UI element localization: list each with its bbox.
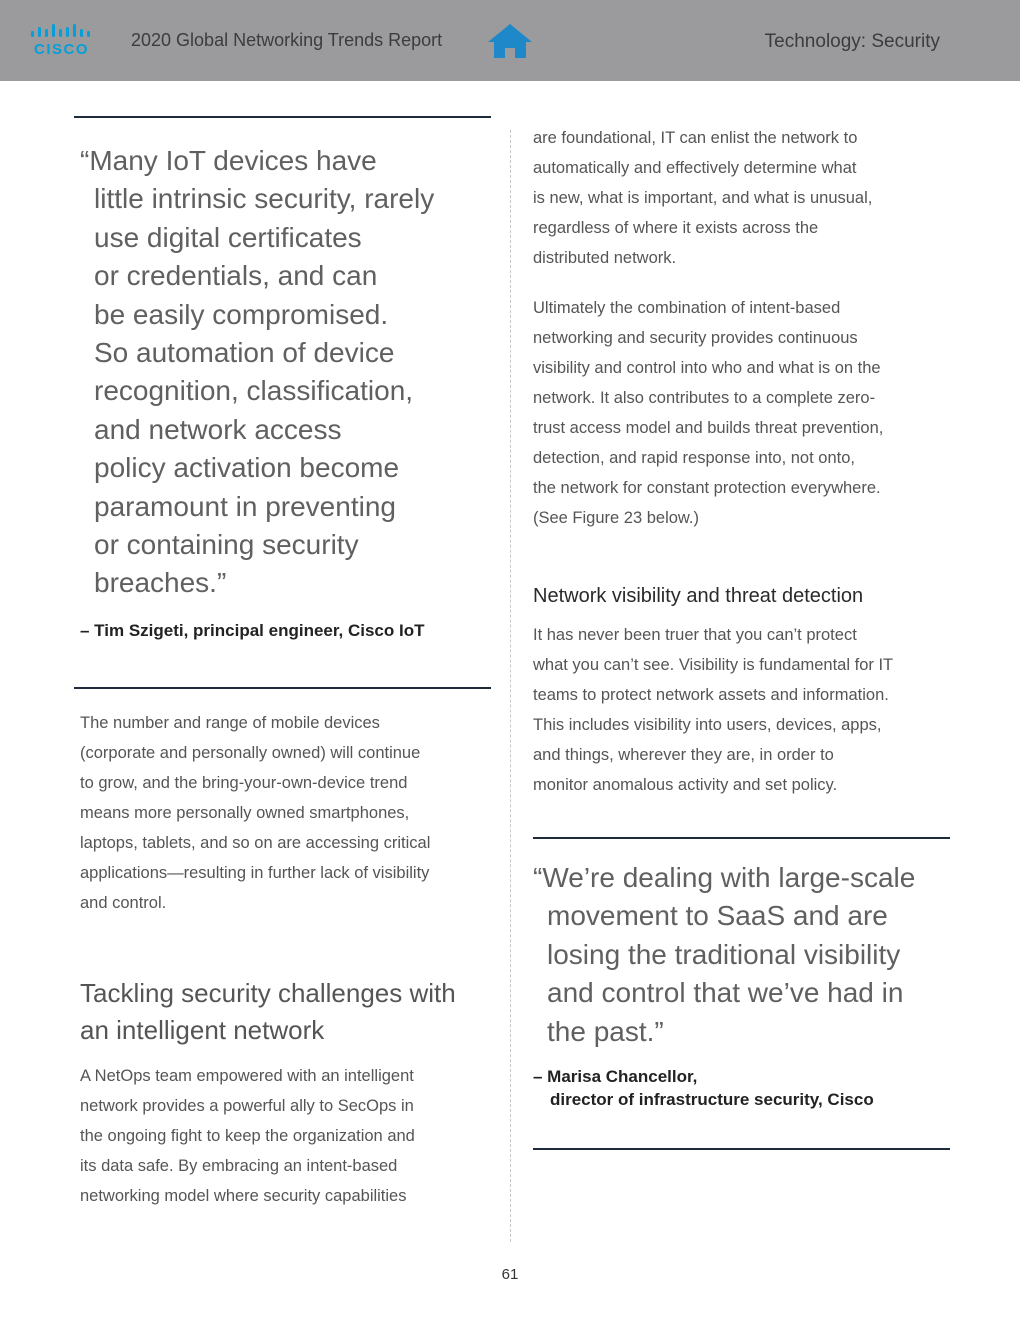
subheading: Network visibility and threat detection [533,585,864,607]
quote-attribution [533,1065,874,1111]
text-line: This includes visibility into users, devices, apps, [533,716,882,734]
section-label: Technology: Security [764,31,940,52]
text-line: networking and security provides continuous [533,329,858,347]
heading-line: Tackling security challenges with [80,978,456,1008]
page-header [0,0,1020,81]
quote-attribution: – Tim Szigeti, principal engineer, Cisco IoT [80,621,425,640]
text-line: The number and range of mobile devices [80,714,380,732]
quote-line: paramount in preventing [94,490,396,522]
text-line: distributed network. [533,249,677,267]
pull-quote [533,859,915,1051]
page-number: 61 [501,1266,519,1283]
text-line: automatically and effectively determine what [533,159,857,177]
heading-line: an intelligent network [80,1015,325,1045]
logo-wordmark: CISCO [34,41,90,58]
body-paragraph [533,293,883,533]
text-line: A NetOps team empowered with an intelligent [80,1067,414,1085]
quote-line: and control that we’ve had in [547,977,904,1009]
quote-line: movement to SaaS and are [547,900,888,932]
text-line: the ongoing fight to keep the organization and [80,1127,415,1145]
text-line: It has never been truer that you can’t protect [533,626,857,644]
quote-line: “We’re dealing with large-scale [533,862,916,893]
text-line: visibility and control into who and what is on the [533,359,881,377]
home-icon[interactable] [486,22,534,60]
attribution-line: – Marisa Chancellor, [533,1067,698,1086]
text-line: and things, wherever they are, in order to [533,746,834,764]
quote-line: and network access [94,413,342,445]
quote-line: losing the traditional visibility [547,938,901,970]
section-heading [80,975,456,1049]
text-line: to grow, and the bring-your-own-device trend [80,774,408,792]
body-paragraph [533,123,872,273]
quote-rule-bottom [74,687,491,689]
quote-line: use digital certificates [94,221,362,253]
column-divider [510,130,511,1242]
text-line: regardless of where it exists across the [533,219,819,237]
text-line: networking model where security capabilities [80,1187,407,1205]
text-line: detection, and rapid response into, not onto, [533,449,855,467]
text-line: (corporate and personally owned) will continue [80,744,421,762]
body-paragraph [80,708,430,918]
body-paragraph [533,620,893,800]
text-line: network. It also contributes to a complete zero- [533,389,876,407]
text-line: the network for constant protection everywhere. [533,479,881,497]
text-line: what you can’t see. Visibility is fundamental for IT [533,656,894,674]
quote-line: or credentials, and can [94,260,378,292]
text-line: are foundational, IT can enlist the network to [533,129,858,147]
body-paragraph [80,1061,415,1211]
text-line: trust access model and builds threat prevention, [533,419,884,437]
quote-line: recognition, classification, [94,375,414,407]
quote-line: or containing security [94,529,359,561]
text-line: applications—resulting in further lack of visibility [80,864,430,882]
pull-quote [80,142,434,603]
quote-line: the past.” [547,1015,664,1047]
quote-rule-top [74,116,491,118]
report-title: 2020 Global Networking Trends Report [131,30,443,50]
text-line: means more personally owned smartphones, [80,804,410,822]
quote-line: So automation of device [94,337,395,369]
quote-line: policy activation become [94,452,400,484]
text-line: and control. [80,894,167,912]
text-line: laptops, tablets, and so on are accessing critical [80,834,431,852]
quote-rule-top [533,837,950,839]
quote-line: breaches.” [94,567,227,599]
text-line: monitor anomalous activity and set policy. [533,776,838,794]
text-line: is new, what is important, and what is unusual, [533,189,873,207]
quote-line: be easily compromised. [94,298,389,330]
quote-line: “Many IoT devices have [80,145,377,176]
text-line: its data safe. By embracing an intent-based [80,1157,398,1175]
cisco-logo-icon [30,24,92,60]
attribution-line: director of infrastructure security, Cisco [550,1090,874,1109]
text-line: network provides a powerful ally to SecOps in [80,1097,414,1115]
quote-line: little intrinsic security, rarely [94,183,435,215]
text-line: Ultimately the combination of intent-based [533,299,841,317]
quote-rule-bottom [533,1148,950,1150]
text-line: teams to protect network assets and information. [533,686,889,704]
text-line: (See Figure 23 below.) [533,509,700,527]
